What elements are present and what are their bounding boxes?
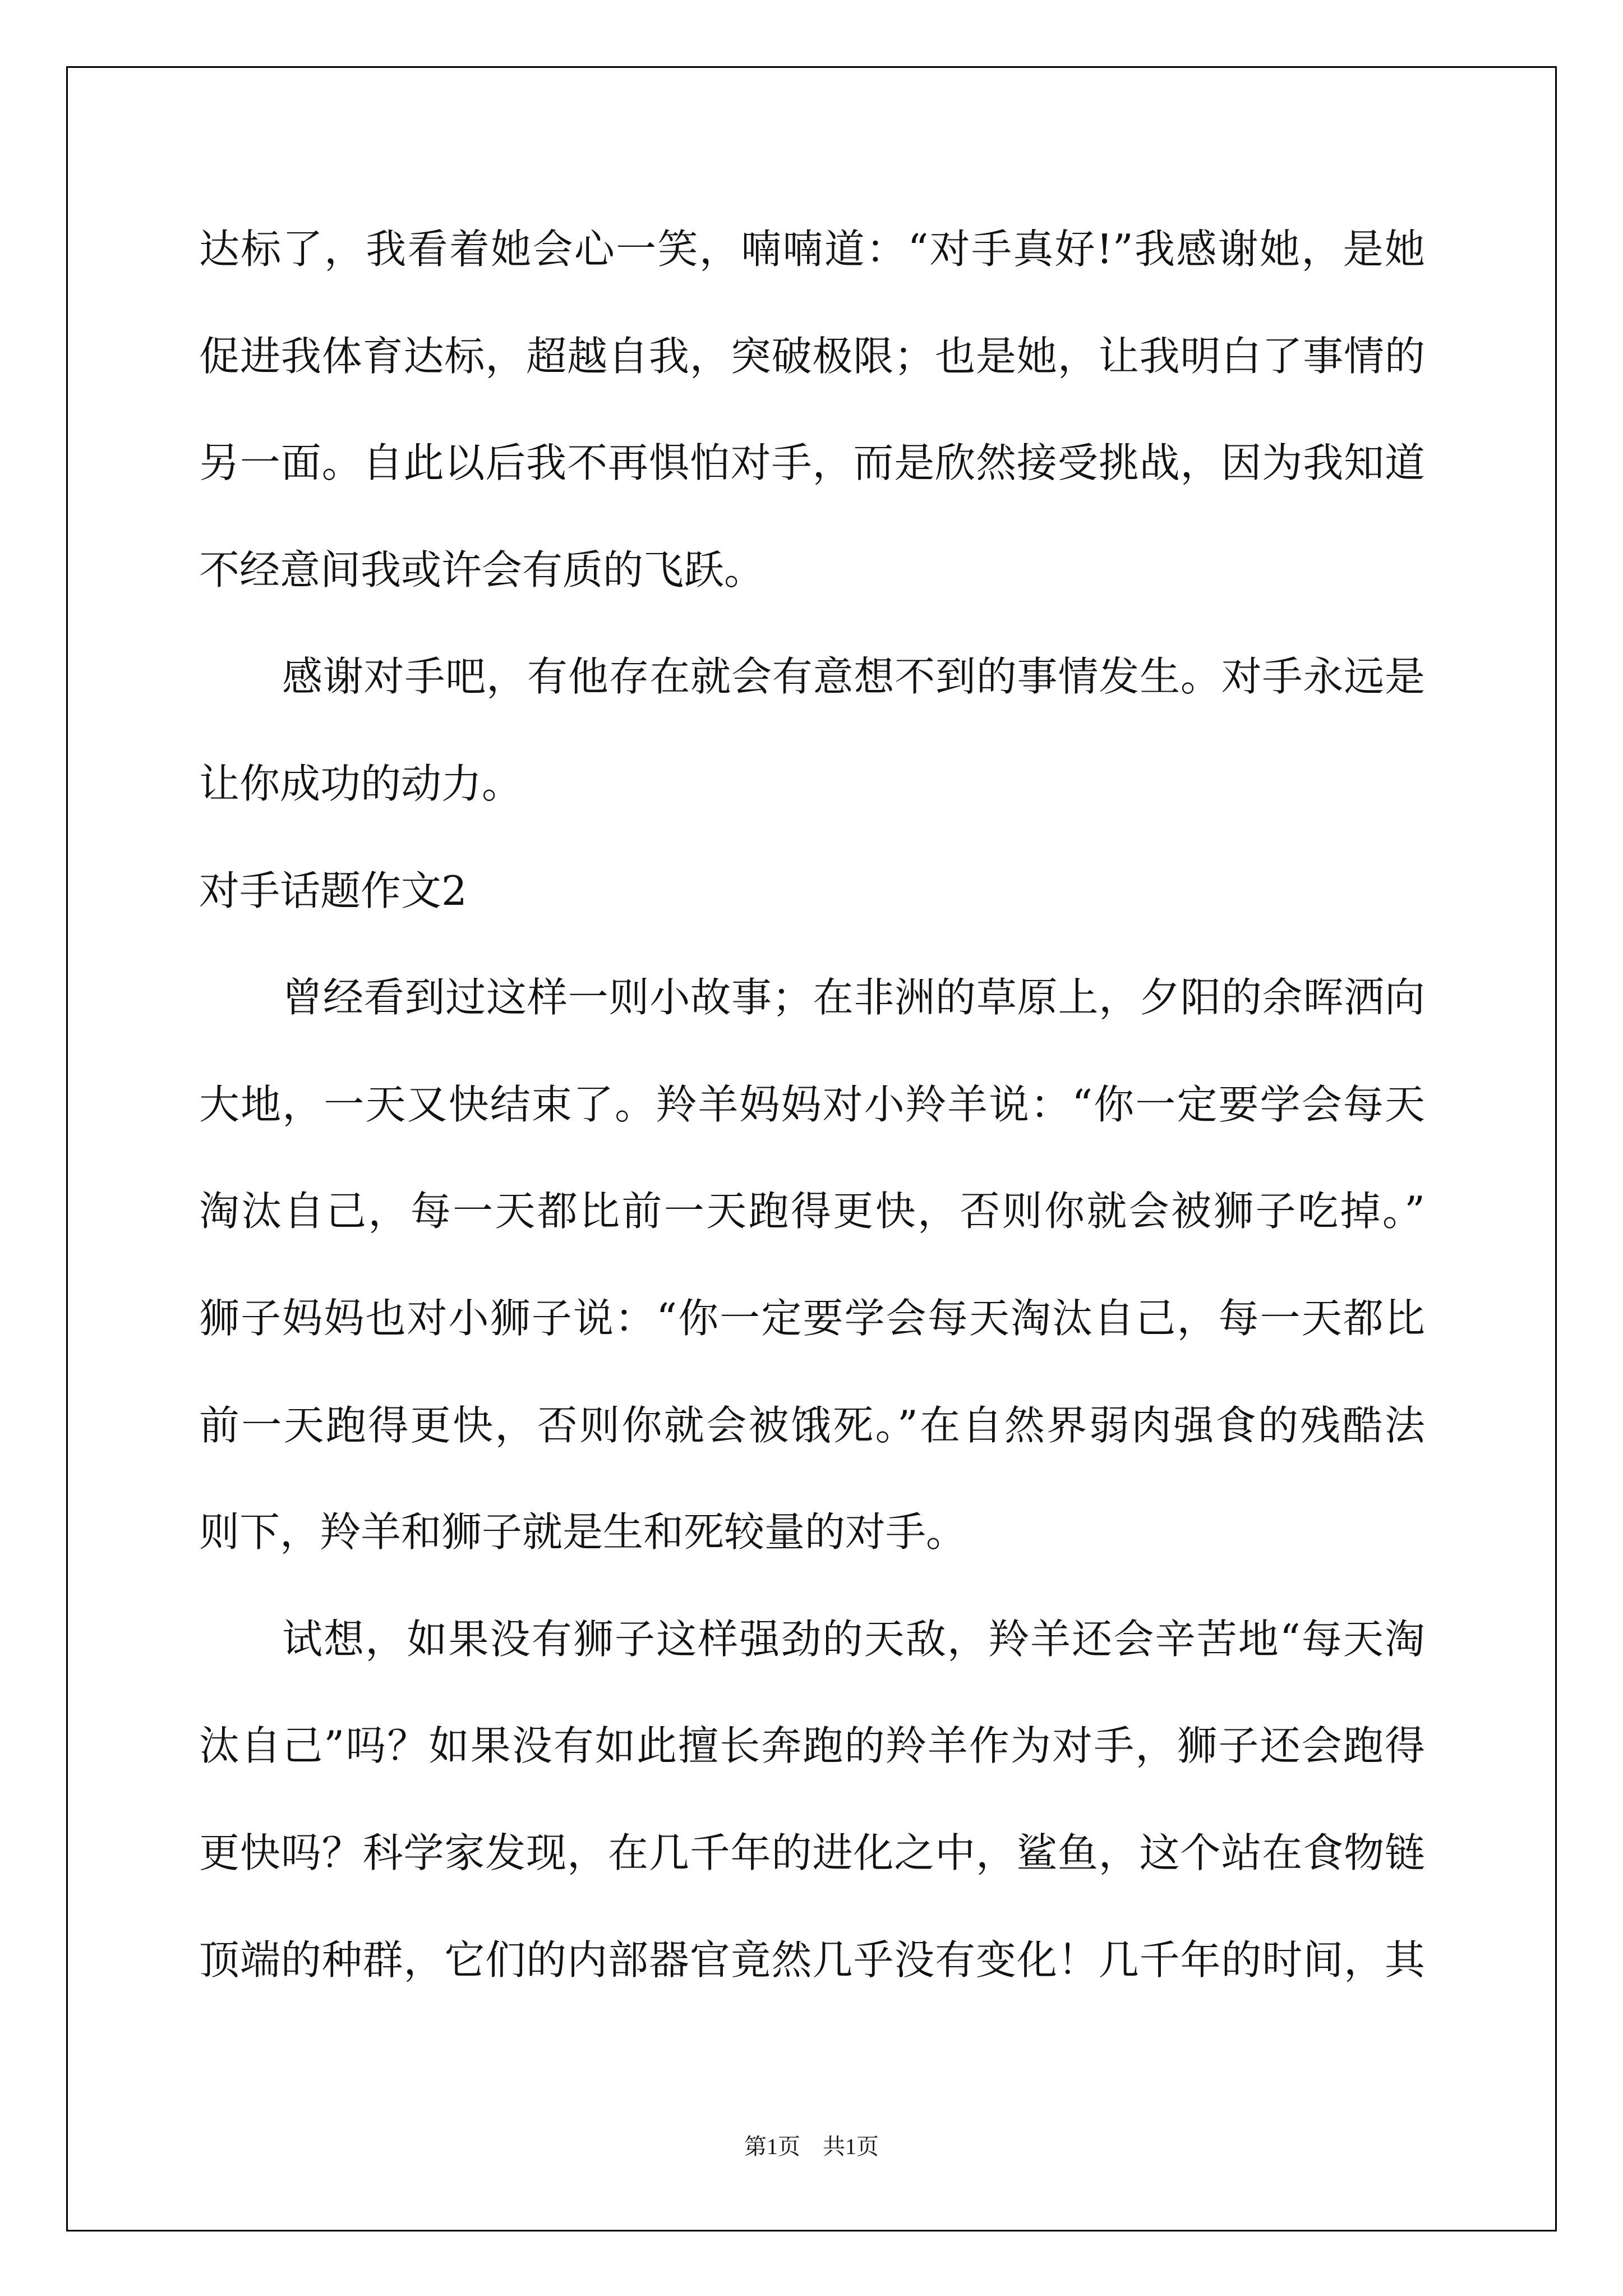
text-line: 让你成功的动力。 [199, 760, 523, 807]
text-line: 大地，一天又快结束了。羚羊妈妈对小羚羊说：“你一定要学会每天 [199, 1080, 1425, 1128]
paragraph [199, 944, 1425, 1586]
document-body [199, 196, 1425, 2013]
text-line: 达标了，我看着她会心一笑，喃喃道：“对手真好!”我感谢她，是她 [199, 226, 1425, 273]
text-line: 汰自己”吗？如果没有如此擅长奔跑的羚羊作为对手，狮子还会跑得 [199, 1722, 1425, 1770]
text-line: 淘汰自己，每一天都比前一天跑得更快，否则你就会被狮子吃掉。” [199, 1188, 1425, 1235]
text-line: 促进我体育达标，超越自我，突破极限；也是她，让我明白了事情的 [199, 332, 1425, 380]
page-number-footer: 第1页 共1页 [744, 2134, 879, 2159]
paragraph [199, 196, 1425, 623]
text-line: 狮子妈妈也对小狮子说：“你一定要学会每天淘汰自己，每一天都比 [199, 1294, 1425, 1342]
text-line: 感谢对手吧，有他存在就会有意想不到的事情发生。对手永远是 [282, 653, 1425, 701]
paragraph [199, 623, 1425, 837]
text-line: 不经意间我或许会有质的飞跃。 [199, 546, 765, 593]
text-line: 另一面。自此以后我不再惧怕对手，而是欣然接受挑战，因为我知道 [199, 439, 1425, 487]
paragraph [199, 1586, 1425, 2013]
text-line: 顶端的种群，它们的内部器官竟然几乎没有变化！几千年的时间，其 [199, 1936, 1425, 1984]
text-line: 更快吗？科学家发现，在几千年的进化之中，鲨鱼，这个站在食物链 [199, 1829, 1425, 1876]
text-line: 则下，羚羊和狮子就是生和死较量的对手。 [199, 1508, 967, 1556]
section-title: 对手话题作文2 [199, 867, 467, 914]
text-line: 曾经看到过这样一则小故事；在非洲的草原上，夕阳的余晖洒向 [282, 974, 1425, 1022]
text-line: 试想，如果没有狮子这样强劲的天敌，羚羊还会辛苦地“每天淘 [282, 1615, 1425, 1663]
text-line: 前一天跑得更快，否则你就会被饿死。”在自然界弱肉强食的残酷法 [199, 1401, 1425, 1449]
